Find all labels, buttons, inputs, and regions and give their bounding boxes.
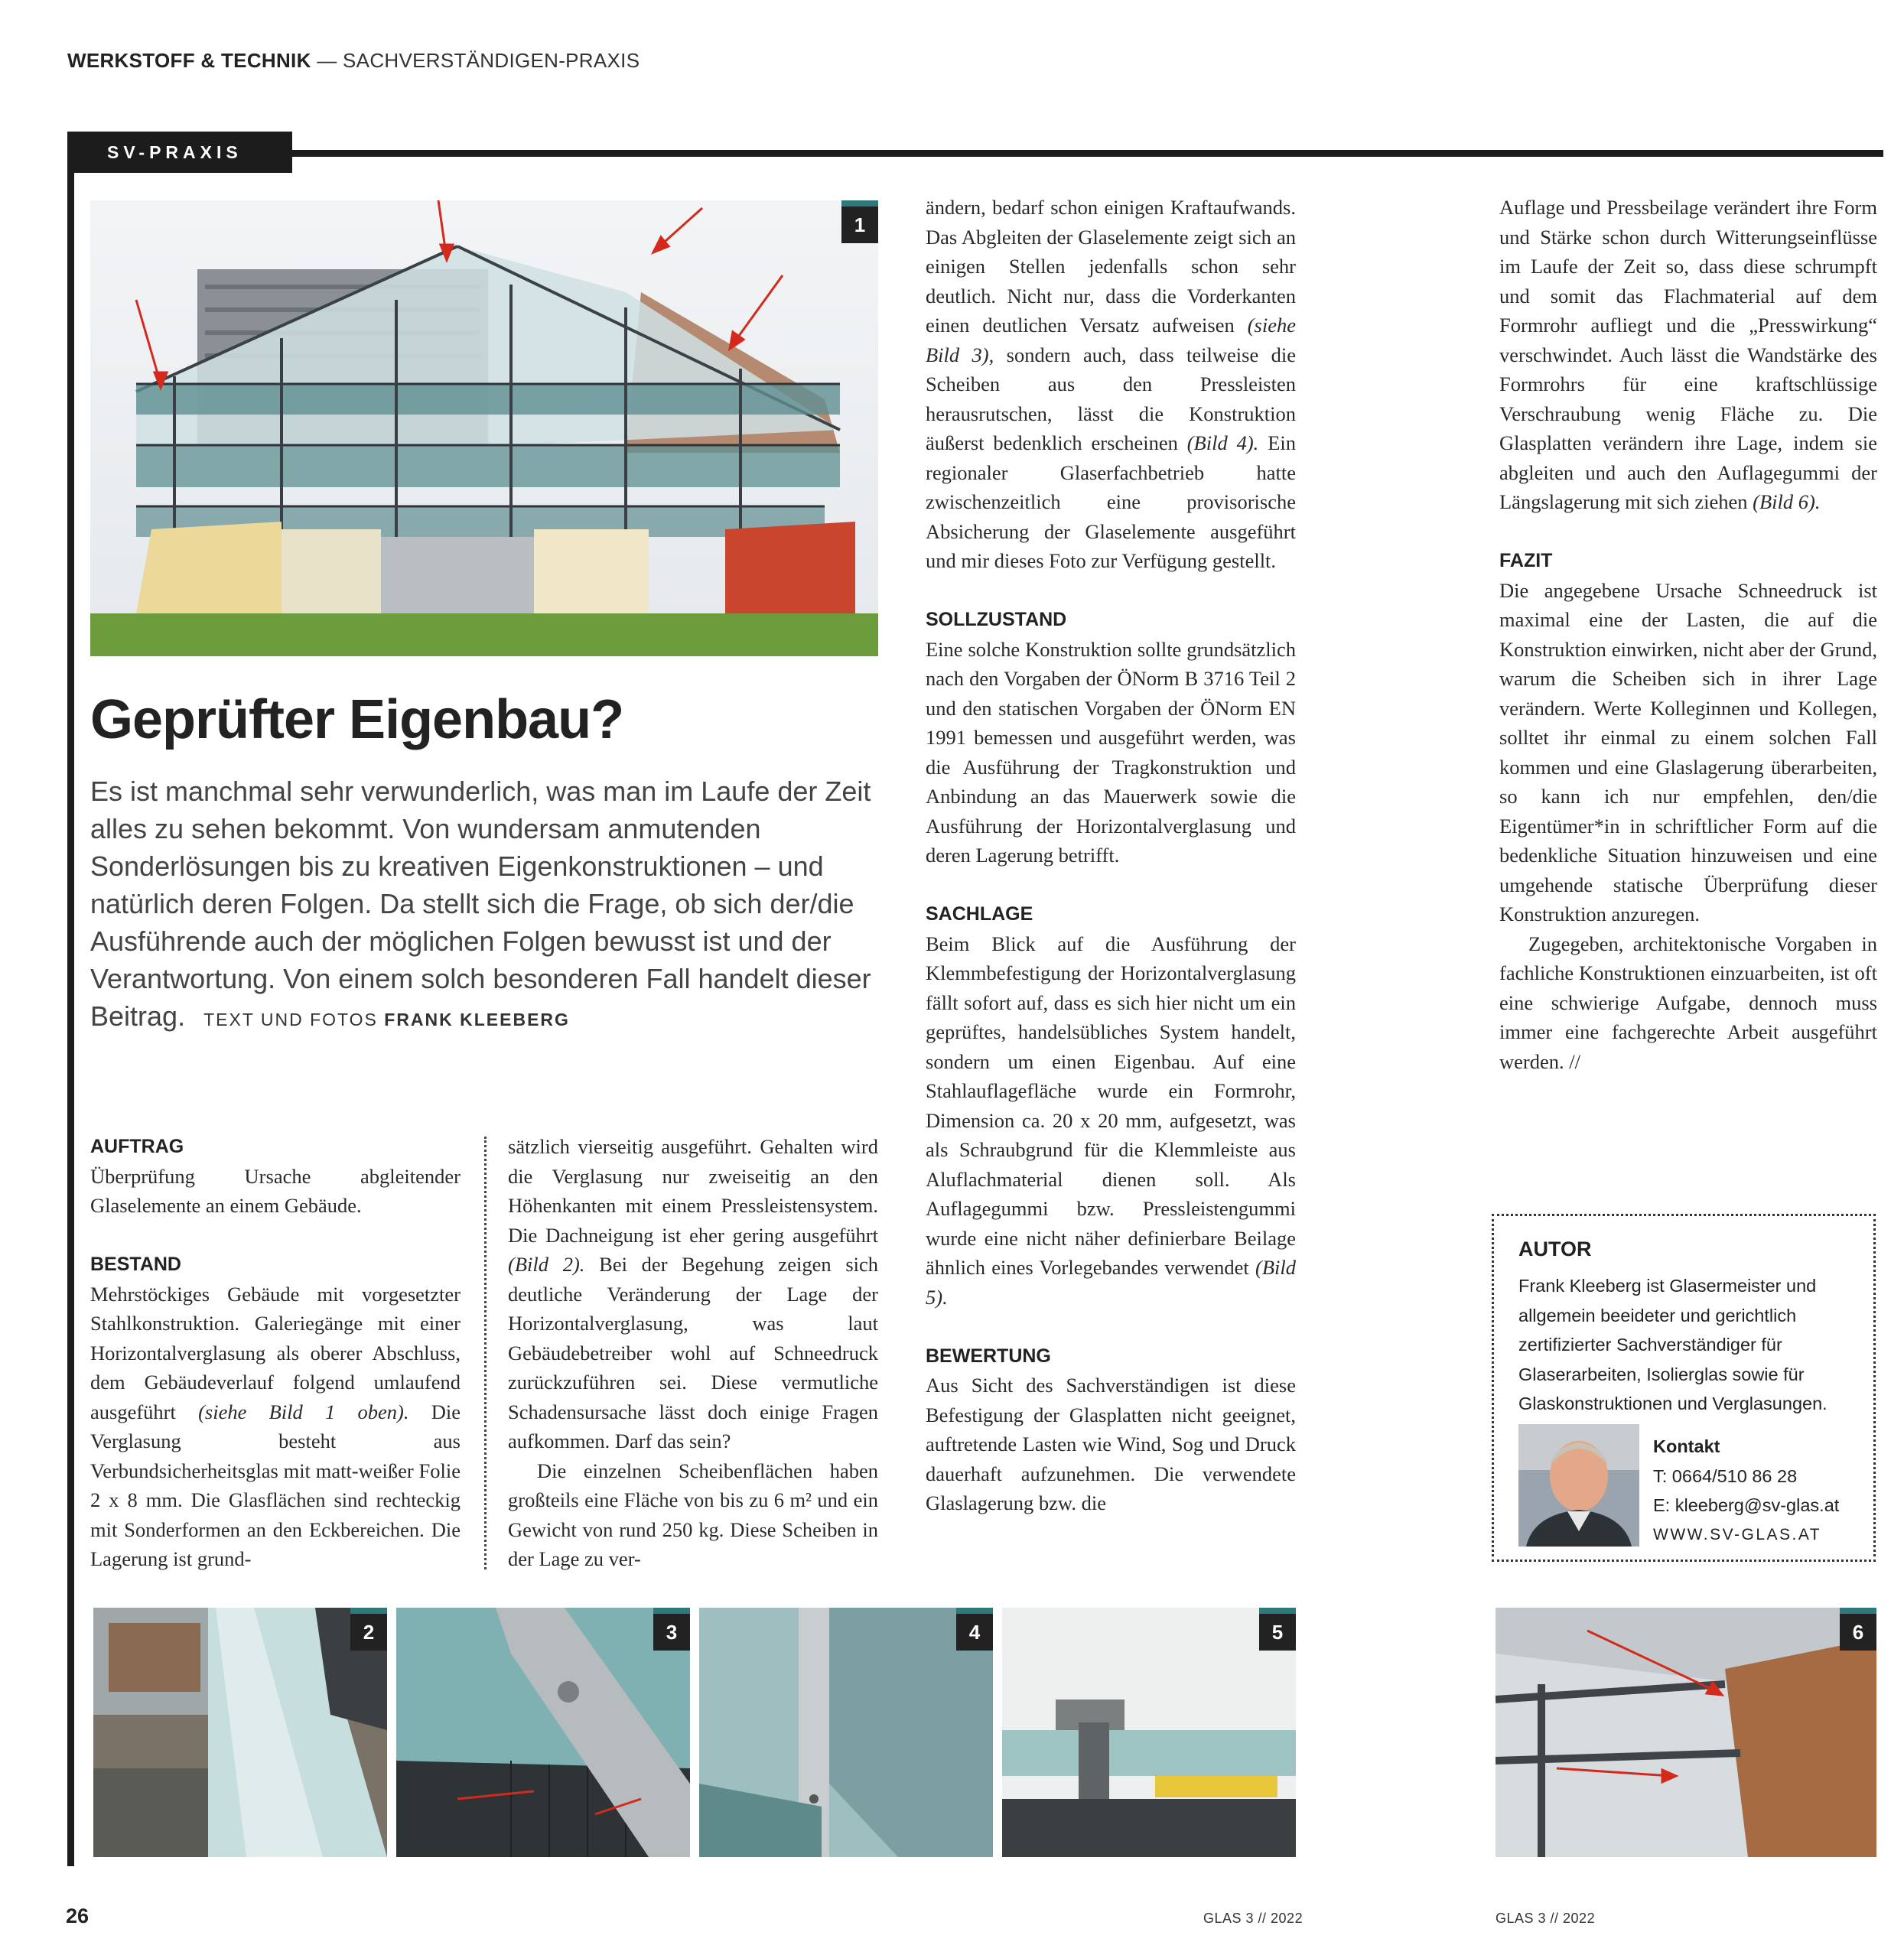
figure-reference: (Bild 4).: [1186, 431, 1259, 454]
credit-prefix: TEXT UND FOTOS: [203, 1010, 378, 1029]
figure-reference: (siehe Bild 1 oben).: [198, 1400, 409, 1423]
column-1: [90, 1132, 461, 1574]
figure-badge-2: 2: [350, 1614, 387, 1651]
contact-email[interactable]: E: kleeberg@sv-glas.at: [1653, 1495, 1840, 1515]
running-head: [67, 49, 640, 73]
top-rule: [292, 150, 1883, 157]
page-number: 26: [66, 1904, 90, 1927]
heading-sollzustand: SOLLZUSTAND: [926, 609, 1067, 630]
photo-building: [90, 200, 878, 656]
paragraph-bewertung: Aus Sicht des Sachverständigen ist diese Befestigung der Glasplatten nicht geeignet, auftretende Lasten wie Wind, Sog und Druck dauerhaft aufzunehmen. Die verwendete Glaslagerung bzw. die: [926, 1374, 1296, 1514]
heading-sachlage: SACHLAGE: [926, 903, 1033, 925]
author-portrait: [1518, 1424, 1639, 1547]
photo-5: [1002, 1608, 1296, 1857]
paragraph-sachlage: Beim Blick auf die Ausführung der Klemmbefestigung der Horizontalverglasung fällt sofort auf, dass es sich hier nicht um ein geprüftes, handelsübliches System handelt, sondern um einen Eigenbau. Auf eine Stahlauflagefläche wurde ein Formrohr, Dimension ca. 20 x 20 mm, aufgesetzt, was als Schraubgrund für die Klemmleiste aus Aluflachmaterial dienen soll. Als Auflagegummi bzw. Pressleistengummi wurde eine nicht näher definierbare Beilage ähnlich eines Vorlegebandes verwendet (Bild 5).: [926, 932, 1296, 1309]
lead-text: Es ist manchmal sehr verwunderlich, was man im Laufe der Zeit alles zu sehen bekommt. Von wundersam anmutenden Sonderlösungen bis zu kreativen Eigenkonstruktionen – und natürlich deren Folgen. Da stellt sich die Frage, ob sich der/die Ausführende auch der möglichen Folgen bewusst ist und der Verantwortung. Von einem solch besonderen Fall handelt dieser Beitrag.: [90, 776, 871, 1032]
photo-2-illustration: [93, 1608, 387, 1857]
contact-label: Kontakt: [1653, 1436, 1720, 1456]
footer-magazine-left: GLAS 3 // 2022: [1203, 1911, 1304, 1926]
footer-magazine-right: GLAS 3 // 2022: [1496, 1911, 1596, 1926]
paragraph-final: Zugegeben, architektonische Vorgaben in fachliche Konstruktionen einzuarbeiten, ist oft eine schwierige Aufgabe, dennoch muss immer eine fachgerechte Arbeit ausgeführt werden. //: [1499, 932, 1877, 1073]
heading-bewertung: BEWERTUNG: [926, 1345, 1051, 1367]
section-tab: SV-PRAXIS: [67, 132, 292, 173]
column-separator: [484, 1137, 487, 1569]
paragraph-col4-1: Auflage und Pressbeilage verändert ihre Form und Stärke schon durch Witterungseinflüsse im Laufe der Zeit so, dass diese schrumpft und somit das Flachmaterial auf dem Formrohr aufliegt und die „Presswirkung“ verschwindet. Auch lässt die Wandstärke des Formrohrs für eine kraftschlüssige Verschraubung wenig Fläche zu. Die Glasplatten verändern ihre Lage, indem sie abgleiten und auch den Auflagegummi der Längslagerung mit sich ziehen (Bild 6).: [1499, 196, 1877, 513]
contact-website[interactable]: WWW.SV-GLAS.AT: [1653, 1525, 1822, 1543]
author-credit: [203, 1010, 570, 1029]
contact-phone: T: 0664/510 86 28: [1653, 1465, 1798, 1486]
photo-4-illustration: [699, 1608, 993, 1857]
column-2: [508, 1132, 878, 1574]
figure-badge-3: 3: [653, 1614, 690, 1651]
paragraph-col2-2: Die einzelnen Scheibenflächen haben großteils eine Fläche von bis zu 6 m² und ein Gewicht von rund 250 kg. Diese Scheiben in der Lage zu ver-: [508, 1459, 878, 1570]
author-box-title: AUTOR: [1518, 1238, 1592, 1260]
article-headline: Geprüfter Eigenbau?: [90, 689, 624, 750]
paragraph-bestand: Mehrstöckiges Gebäude mit vorgesetzter Stahlkonstruktion. Galeriegänge mit einer Horizontalverglasung als oberer Abschluss, dem Gebäudeverlauf folgend umlaufend ausgeführt (siehe Bild 1 oben). Die Verglasung besteht aus Verbundsicherheitsglas mit matt-weißer Folie 2 x 8 mm. Die Glasflächen sind rechteckig mit Sonderformen an den Eckbereichen. Die Lagerung ist grund-: [90, 1282, 461, 1570]
photo-2: [93, 1608, 387, 1857]
figure-badge-5: 5: [1259, 1614, 1296, 1651]
figure-reference: (Bild 2).: [508, 1253, 585, 1276]
paragraph-col3-1: ändern, bedarf schon einigen Kraftaufwands. Das Abgleiten der Glaselemente zeigt sich an einigen Stellen jedenfalls schon sehr deutlich. Nicht nur, dass die Vorderkanten einen deutlichen Versatz aufweisen (siehe Bild 3), sondern auch, dass teilweise die Scheiben aus den Pressleisten herausrutschen, lässt die Konstruktion äußerst bedenklich erscheinen (Bild 4). Ein regionaler Glaserfachbetrieb hatte zwischenzeitlich eine provisorische Absicherung der Glaselemente ausgeführt und mir dieses Foto zur Verfügung gestellt.: [926, 196, 1296, 572]
author-bio: Frank Kleeberg ist Glasermeister und allgemein beeideter und gerichtlich zertifizierter Sachverständiger für Glaserarbeiten, Isolierglas sowie für Glaskonstruktionen und Verglasungen.: [1518, 1276, 1828, 1413]
heading-auftrag: AUFTRAG: [90, 1136, 184, 1157]
portrait-illustration: [1518, 1424, 1639, 1547]
heading-bestand: BESTAND: [90, 1254, 181, 1275]
contact-block: [1653, 1432, 1839, 1550]
section-separator: —: [317, 49, 337, 72]
photo-3: [396, 1608, 690, 1857]
left-rule: [67, 173, 74, 1866]
subsection-name: SACHVERSTÄNDIGEN-PRAXIS: [343, 49, 640, 72]
figure-reference: (Bild 6).: [1753, 490, 1821, 513]
column-3: [926, 193, 1296, 1518]
photo-3-illustration: [396, 1608, 690, 1857]
figure-reference: (siehe Bild 3),: [926, 314, 1296, 366]
paragraph-col2-1: sätzlich vierseitig ausgeführt. Gehalten wird die Verglasung nur zweiseitig an den Höhenkanten mit einem Pressleistensystem. Die Dachneigung ist eher gering ausgeführt (Bild 2). Bei der Begehung zeigen sich deutliche Veränderung der Lage der Horizontalverglasung, was laut Gebäudebetreiber wohl auf Schneedruck zurückzuführen sei. Diese vermutliche Schadensursache lässt doch einige Fragen aufkommen. Darf das sein?: [508, 1135, 879, 1452]
figure-badge-6: 6: [1840, 1614, 1876, 1651]
author-box: [1492, 1214, 1876, 1562]
paragraph-auftrag: Überprüfung Ursache abgleitender Glaselemente an einem Gebäude.: [90, 1164, 461, 1217]
building-illustration: [90, 200, 878, 656]
photo-5-illustration: [1002, 1608, 1296, 1857]
photo-6-illustration: [1496, 1608, 1876, 1857]
article-lead: [90, 772, 878, 1039]
credit-name: FRANK KLEEBERG: [384, 1010, 570, 1029]
photo-6: [1496, 1608, 1876, 1857]
figure-badge-1: 1: [841, 207, 878, 243]
heading-fazit: FAZIT: [1499, 550, 1553, 571]
photo-4: [699, 1608, 993, 1857]
section-name: WERKSTOFF & TECHNIK: [67, 49, 311, 72]
paragraph-sollzustand: Eine solche Konstruktion sollte grundsätzlich nach den Vorgaben der ÖNorm B 3716 Teil 2 und den statischen Vorgaben der ÖNorm EN 1991 bemessen und ausgeführt werden, was die Ausführung der Tragkonstruktion und Anbindung an das Mauerwerk sowie die Ausführung der Horizontalverglasung und deren Lagerung betrifft.: [926, 637, 1296, 867]
paragraph-fazit: Die angegebene Ursache Schneedruck ist maximal eine der Lasten, die auf die Konstruktion einwirken, nicht aber der Grund, warum die Scheiben sich in ihrer Lage verändern. Werte Kolleginnen und Kollegen, solltet ihr einmal zu einem solchen Fall kommen und eine Glaslagerung überarbeiten, so kann ich nur empfehlen, den/die Eigentümer*in in schriftlicher Form auf die bedenkliche Situation hinzuweisen und eine umgehende statische Überprüfung dieser Konstruktion anzuregen.: [1499, 578, 1877, 925]
figure-reference: (Bild 5).: [926, 1256, 1296, 1309]
column-4: [1499, 193, 1877, 1076]
figure-badge-4: 4: [956, 1614, 993, 1651]
